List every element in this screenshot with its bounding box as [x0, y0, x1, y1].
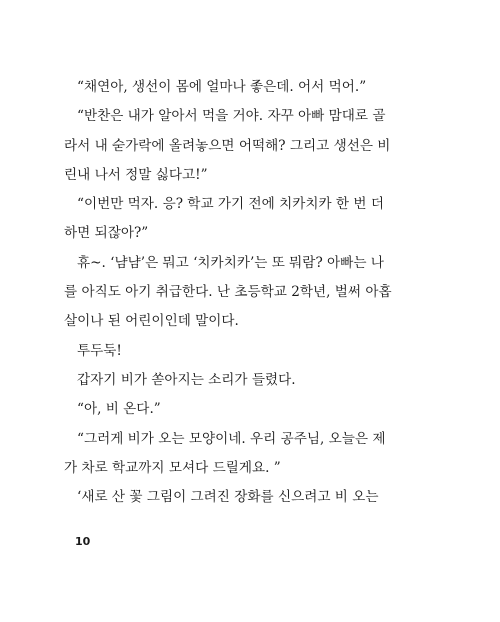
text-line: 린내 나서 정말 싫다고!” — [64, 166, 208, 183]
text-line: “이번만 먹자. 응? 학교 가기 전에 치카치카 한 번 더 — [77, 196, 384, 213]
text-line: 라서 내 숟가락에 올려놓으면 어떡해? 그리고 생선은 비 — [64, 137, 391, 154]
text-line: 투두둑! — [77, 342, 122, 359]
text-line: “채연아, 생선이 몸에 얼마나 좋은데. 어서 먹어.” — [77, 79, 367, 95]
page-number: 10 — [75, 535, 91, 548]
text-line: 살이나 된 어린이인데 말이다. — [64, 313, 239, 330]
text-line: 갑자기 비가 쏟아지는 소리가 들렸다. — [77, 371, 296, 388]
text-line: ‘새로 산 꽃 그림이 그려진 장화를 신으려고 비 오는 — [77, 489, 379, 506]
text-line: “그러게 비가 오는 모양이네. 우리 공주님, 오늘은 제 — [77, 430, 386, 447]
text-line: 하면 되잖아?” — [64, 225, 149, 242]
text-line: 휴~. ‘냠냠’은 뭐고 ‘치카치카’는 또 뭐람? 아빠는 나 — [77, 254, 384, 271]
text-line: 를 아직도 아기 취급한다. 난 초등학교 2학년, 벌써 아홉 — [64, 284, 392, 301]
body-text — [64, 73, 404, 512]
text-line: “반찬은 내가 알아서 먹을 거야. 자꾸 아빠 맘대로 골 — [77, 108, 386, 125]
text-line: “아, 비 온다.” — [77, 401, 161, 418]
text-line: 가 차로 학교까지 모셔다 드릴게요. ” — [64, 459, 281, 476]
